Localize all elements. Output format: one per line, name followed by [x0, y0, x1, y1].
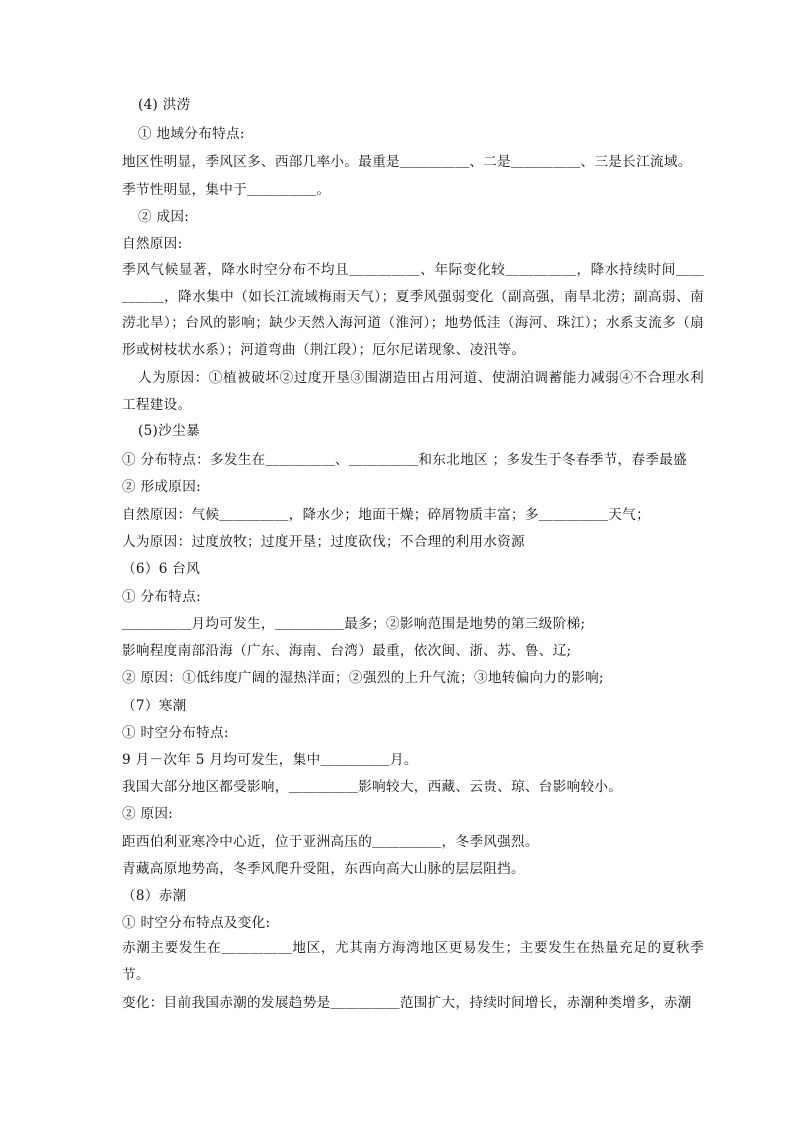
- paragraph-natural-causes: 季风气候显著，降水时空分布不均且＿＿＿＿＿、年际变化较＿＿＿＿＿，降水持续时间＿＿＿＿＿，降水集中（如长江流域梅雨天气）；夏季风强弱变化（副高强，南旱北涝；副高弱、南涝北旱）；台风的影响；缺少天然入海河道（淮河）；地势低洼（海河、珠江）；水系支流多（扇形或树枝状水系）；河道弯曲（荆江段）；厄尔尼诺现象、凌汛等。: [122, 262, 704, 358]
- section-heading-typhoon: （6）6 台风: [122, 561, 201, 577]
- section-heading-sandstorm: (5)沙尘暴: [138, 423, 200, 439]
- section-heading-red-tide: （8）赤潮: [122, 888, 187, 904]
- paragraph-line: 自然原因:: [122, 236, 183, 252]
- subheading-distribution: ① 地域分布特点:: [138, 126, 245, 142]
- subheading-causes: ② 原因:: [122, 806, 174, 822]
- paragraph-line: 季节性明显，集中于＿＿＿＿＿。: [122, 182, 331, 198]
- paragraph-red-tide-distribution: 赤潮主要发生在＿＿＿＿＿地区，尤其南方海湾地区更易发生；主要发生在热量充足的夏秋季节。: [122, 940, 704, 983]
- subheading-distribution: ① 时空分布特点:: [122, 725, 229, 741]
- paragraph-human-causes: 人为原因：①植被破坏②过度开垦③围湖造田占用河道、使湖泊调蓄能力减弱④不合理水利工程建设。: [122, 370, 704, 413]
- subheading-formation: ② 形成原因:: [122, 479, 201, 495]
- section-heading-flood: (4) 洪涝: [138, 97, 191, 113]
- paragraph-line: 自然原因：气候＿＿＿＿＿，降水少；地面干燥；碎屑物质丰富；多＿＿＿＿＿天气；: [122, 507, 650, 523]
- paragraph-red-tide-change: 变化：目前我国赤潮的发展趋势是＿＿＿＿＿范围扩大，持续时间增长，赤潮种类增多，赤潮: [122, 995, 692, 1011]
- paragraph-line: ＿＿＿＿＿月均可发生，＿＿＿＿＿最多；②影响范围是地势的第三级阶梯;: [122, 616, 586, 632]
- paragraph-line: 地区性明显，季风区多、西部几率小。最重是＿＿＿＿＿、二是＿＿＿＿＿、三是长江流域。: [122, 154, 692, 170]
- paragraph-line: 距西伯利亚寒冷中心近，位于亚洲高压的＿＿＿＿＿，冬季风强烈。: [122, 834, 539, 850]
- paragraph-line: 青藏高原地势高，冬季风爬升受阻，东西向高大山脉的层层阻挡。: [122, 861, 525, 877]
- paragraph-line: 人为原因：过度放牧；过度开垦；过度砍伐；不合理的利用水资源: [122, 534, 525, 550]
- paragraph-line: 9 月－次年 5 月均可发生，集中＿＿＿＿＿月。: [122, 752, 418, 768]
- subheading-distribution: ① 分布特点:: [122, 589, 201, 605]
- paragraph-line: 我国大部分地区都受影响，＿＿＿＿＿影响较大，西藏、云贵、琼、台影响较小。: [122, 779, 623, 795]
- subheading-distribution-change: ① 时空分布特点及变化:: [122, 915, 271, 931]
- paragraph-line: ② 原因：①低纬度广阔的湿热洋面；②强烈的上升气流；③地转偏向力的影响;: [122, 670, 604, 686]
- subheading-causes: ② 成因:: [138, 209, 190, 225]
- paragraph-line: 影响程度南部沿海（广东、海南、台湾）最重，依次闽、浙、苏、鲁、辽;: [122, 643, 572, 659]
- section-heading-cold-wave: （7）寒潮: [122, 698, 187, 714]
- paragraph-line: ① 分布特点：多发生在＿＿＿＿＿、＿＿＿＿＿和东北地区 ；多发生于冬春季节，春季最盛: [122, 452, 687, 468]
